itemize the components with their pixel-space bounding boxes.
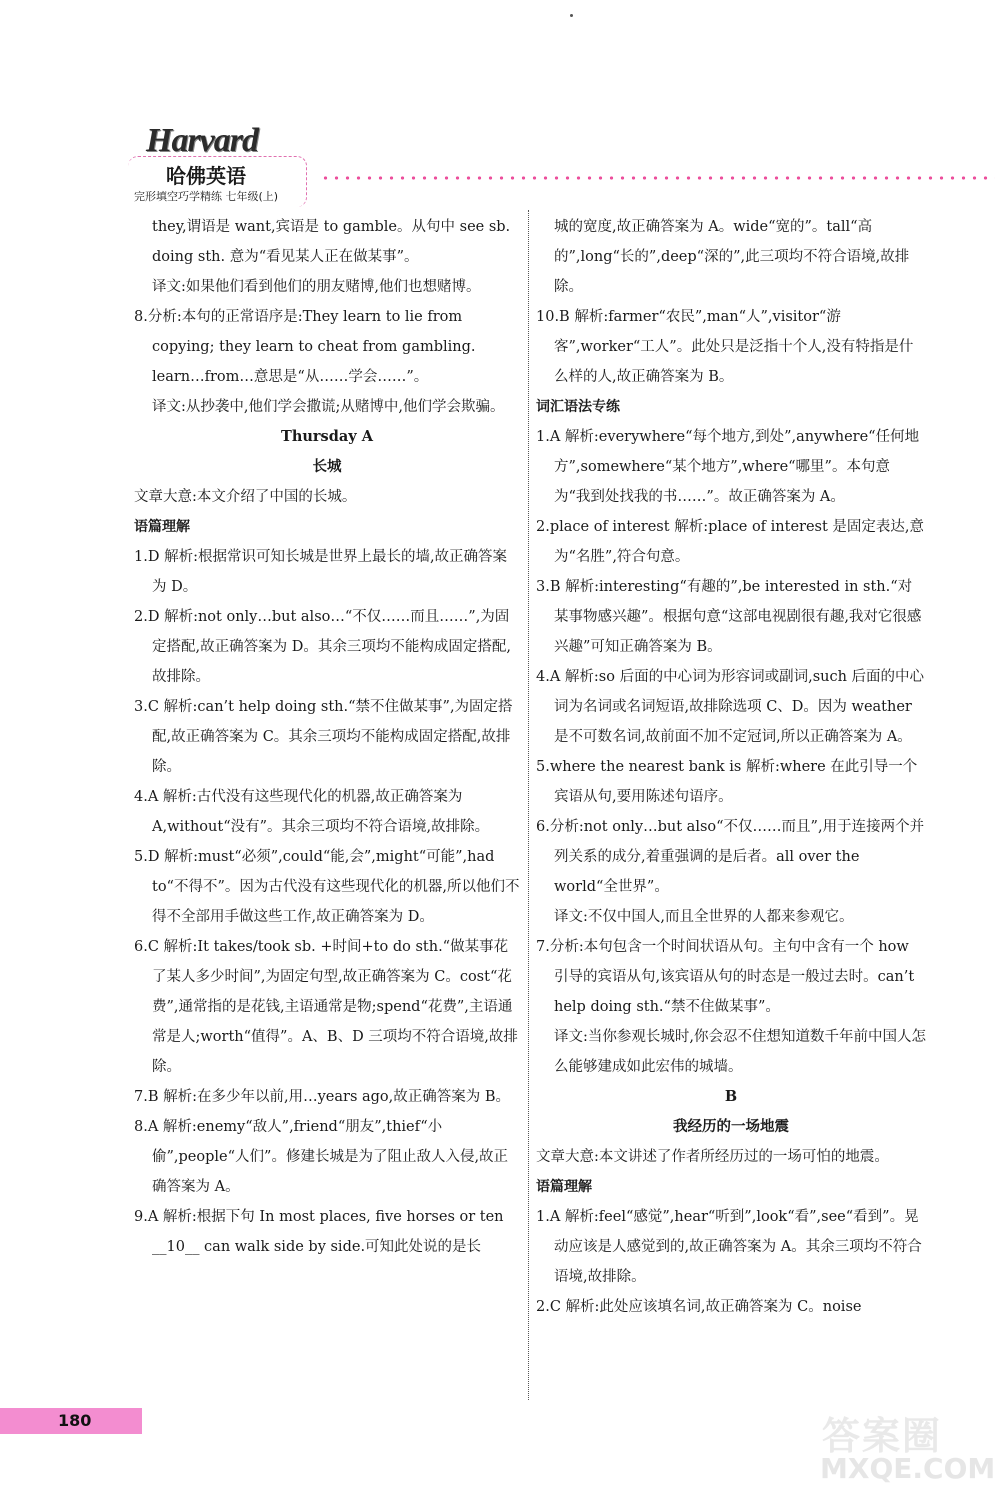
- watermark-url: MXQE.COM: [820, 1452, 996, 1485]
- section-title: 我经历的一场地震: [673, 1118, 789, 1135]
- answer-paragraph: 6.分析:not only…but also“不仅……而且”,用于连接两个并列关系的成分,着重强调的是后者。all over the world“全世界”。: [536, 819, 925, 895]
- answer-paragraph: 译文:当你参观长城时,你会忍不住想知道数千年前中国人怎么能够建成如此宏伟的城墙。: [554, 1029, 926, 1075]
- section-title: B: [724, 1088, 738, 1105]
- right-column: [536, 212, 926, 1322]
- answer-paragraph: 5.where the nearest bank is 解析:where 在此引导一个宾语从句,要用陈述句语序。: [536, 759, 918, 805]
- answer-paragraph: 5.D 解析:must“必须”,could“能,会”,might“可能”,had to“不得不”。因为古代没有这些现代化的机器,所以他们不得不全部用手做这些工作,故正确答案为 D。: [134, 849, 520, 925]
- answer-paragraph: they,谓语是 want,宾语是 to gamble。从句中 see sb. doing sth. 意为“看见某人正在做某事”。: [152, 219, 511, 265]
- book-header: [128, 122, 308, 208]
- answer-paragraph: 译文:不仅中国人,而且全世界的人都来参观它。: [554, 909, 854, 925]
- section-heading: 词汇语法专练: [536, 399, 620, 415]
- answer-paragraph: 3.B 解析:interesting“有趣的”,be interested in sth.“对某事物感兴趣”。根据句意“这部电视剧很有趣,我对它很感兴趣”可知正确答案为 B。: [536, 579, 922, 655]
- brand-logo-zh: 哈佛英语: [166, 164, 246, 188]
- answer-paragraph: 6.C 解析:It takes/took sb. +时间+to do sth.“做某事花了某人多少时间”,为固定句型,故正确答案为 C。cost“花费”,通常指的是花钱,主语通常是物;spend“花费”,主语通常是人;worth“值得”。A、B、D 三项均不符合语境,故排除。: [134, 939, 518, 1075]
- answer-paragraph: 译文:从抄袭中,他们学会撒谎;从赌博中,他们学会欺骗。: [152, 399, 505, 415]
- answer-paragraph: 10.B 解析:farmer“农民”,man“人”,visitor“游客”,worker“工人”。此处只是泛指十个人,没有特指是什么样的人,故正确答案为 B。: [536, 309, 914, 385]
- watermark-logo: 答案圈: [822, 1414, 943, 1458]
- answer-paragraph: 8.分析:本句的正常语序是:They learn to lie from copying; they learn to cheat from gambling. learn…from…意思是“从……学会……”。: [134, 309, 476, 385]
- left-column: [134, 212, 520, 1262]
- answer-paragraph: 1.D 解析:根据常识可知长城是世界上最长的墙,故正确答案为 D。: [134, 549, 508, 595]
- book-subtitle: 完形填空巧学精练 七年级(上): [134, 190, 279, 203]
- answer-paragraph: 3.C 解析:can’t help doing sth.“禁不住做某事”,为固定搭配,故正确答案为 C。其余三项均不能构成固定搭配,故排除。: [134, 699, 513, 775]
- scan-dot: [570, 14, 573, 17]
- section-heading: 语篇理解: [536, 1179, 592, 1195]
- answer-paragraph: 4.A 解析:so 后面的中心词为形容词或副词,such 后面的中心词为名词或名词短语,故排除选项 C、D。因为 weather 是不可数名词,故前面不加不定冠词,所以正确答案为 A。: [536, 669, 925, 745]
- answer-paragraph: 9.A 解析:根据下句 In most places, five horses or ten __10__ can walk side by side.可知此处说的是长: [134, 1209, 504, 1255]
- answer-paragraph: 1.A 解析:feel“感觉”,hear“听到”,look“看”,see“看到”。晃动应该是人感觉到的,故正确答案为 A。其余三项均不符合语境,故排除。: [536, 1209, 922, 1285]
- answer-paragraph: 4.A 解析:古代没有这些现代化的机器,故正确答案为 A,without“没有”。其余三项均不符合语境,故排除。: [134, 789, 490, 835]
- column-divider: [528, 210, 530, 1400]
- section-heading: 语篇理解: [134, 519, 190, 535]
- section-title: Thursday A: [281, 428, 373, 445]
- page-number: 180: [58, 1411, 92, 1430]
- brand-logo-en: Harvard: [146, 122, 258, 159]
- answer-paragraph: 文章大意:本文讲述了作者所经历过的一场可怕的地震。: [536, 1149, 889, 1165]
- answer-paragraph: 2.C 解析:此处应该填名词,故正确答案为 C。noise: [536, 1299, 862, 1315]
- answer-paragraph: 文章大意:本文介绍了中国的长城。: [134, 489, 357, 505]
- answer-paragraph: 译文:如果他们看到他们的朋友赌博,他们也想赌博。: [152, 279, 481, 295]
- answer-paragraph: 1.A 解析:everywhere“每个地方,到处”,anywhere“任何地方”,somewhere“某个地方”,where“哪里”。本句意为“我到处找我的书……”。故正确答案为 A。: [536, 429, 920, 505]
- answer-paragraph: 8.A 解析:enemy“敌人”,friend“朋友”,thief“小偷”,people“人们”。修建长城是为了阻止敌人入侵,故正确答案为 A。: [134, 1119, 509, 1195]
- answer-paragraph: 7.B 解析:在多少年以前,用…years ago,故正确答案为 B。: [134, 1089, 511, 1105]
- answer-paragraph: 7.分析:本句包含一个时间状语从句。主句中含有一个 how 引导的宾语从句,该宾语从句的时态是一般过去时。can’t help doing sth.“禁不住做某事”。: [536, 939, 915, 1015]
- answer-paragraph: 2.place of interest 解析:place of interest 是固定表达,意为“名胜”,符合句意。: [536, 519, 925, 565]
- answer-paragraph: 城的宽度,故正确答案为 A。wide“宽的”。tall“高的”,long“长的”,deep“深的”,此三项均不符合语境,故排除。: [554, 219, 910, 295]
- header-dotted-rule: [320, 176, 995, 180]
- section-title: 长城: [312, 458, 342, 475]
- answer-paragraph: 2.D 解析:not only…but also…“不仅……而且……”,为固定搭配,故正确答案为 D。其余三项均不能构成固定搭配,故排除。: [134, 609, 511, 685]
